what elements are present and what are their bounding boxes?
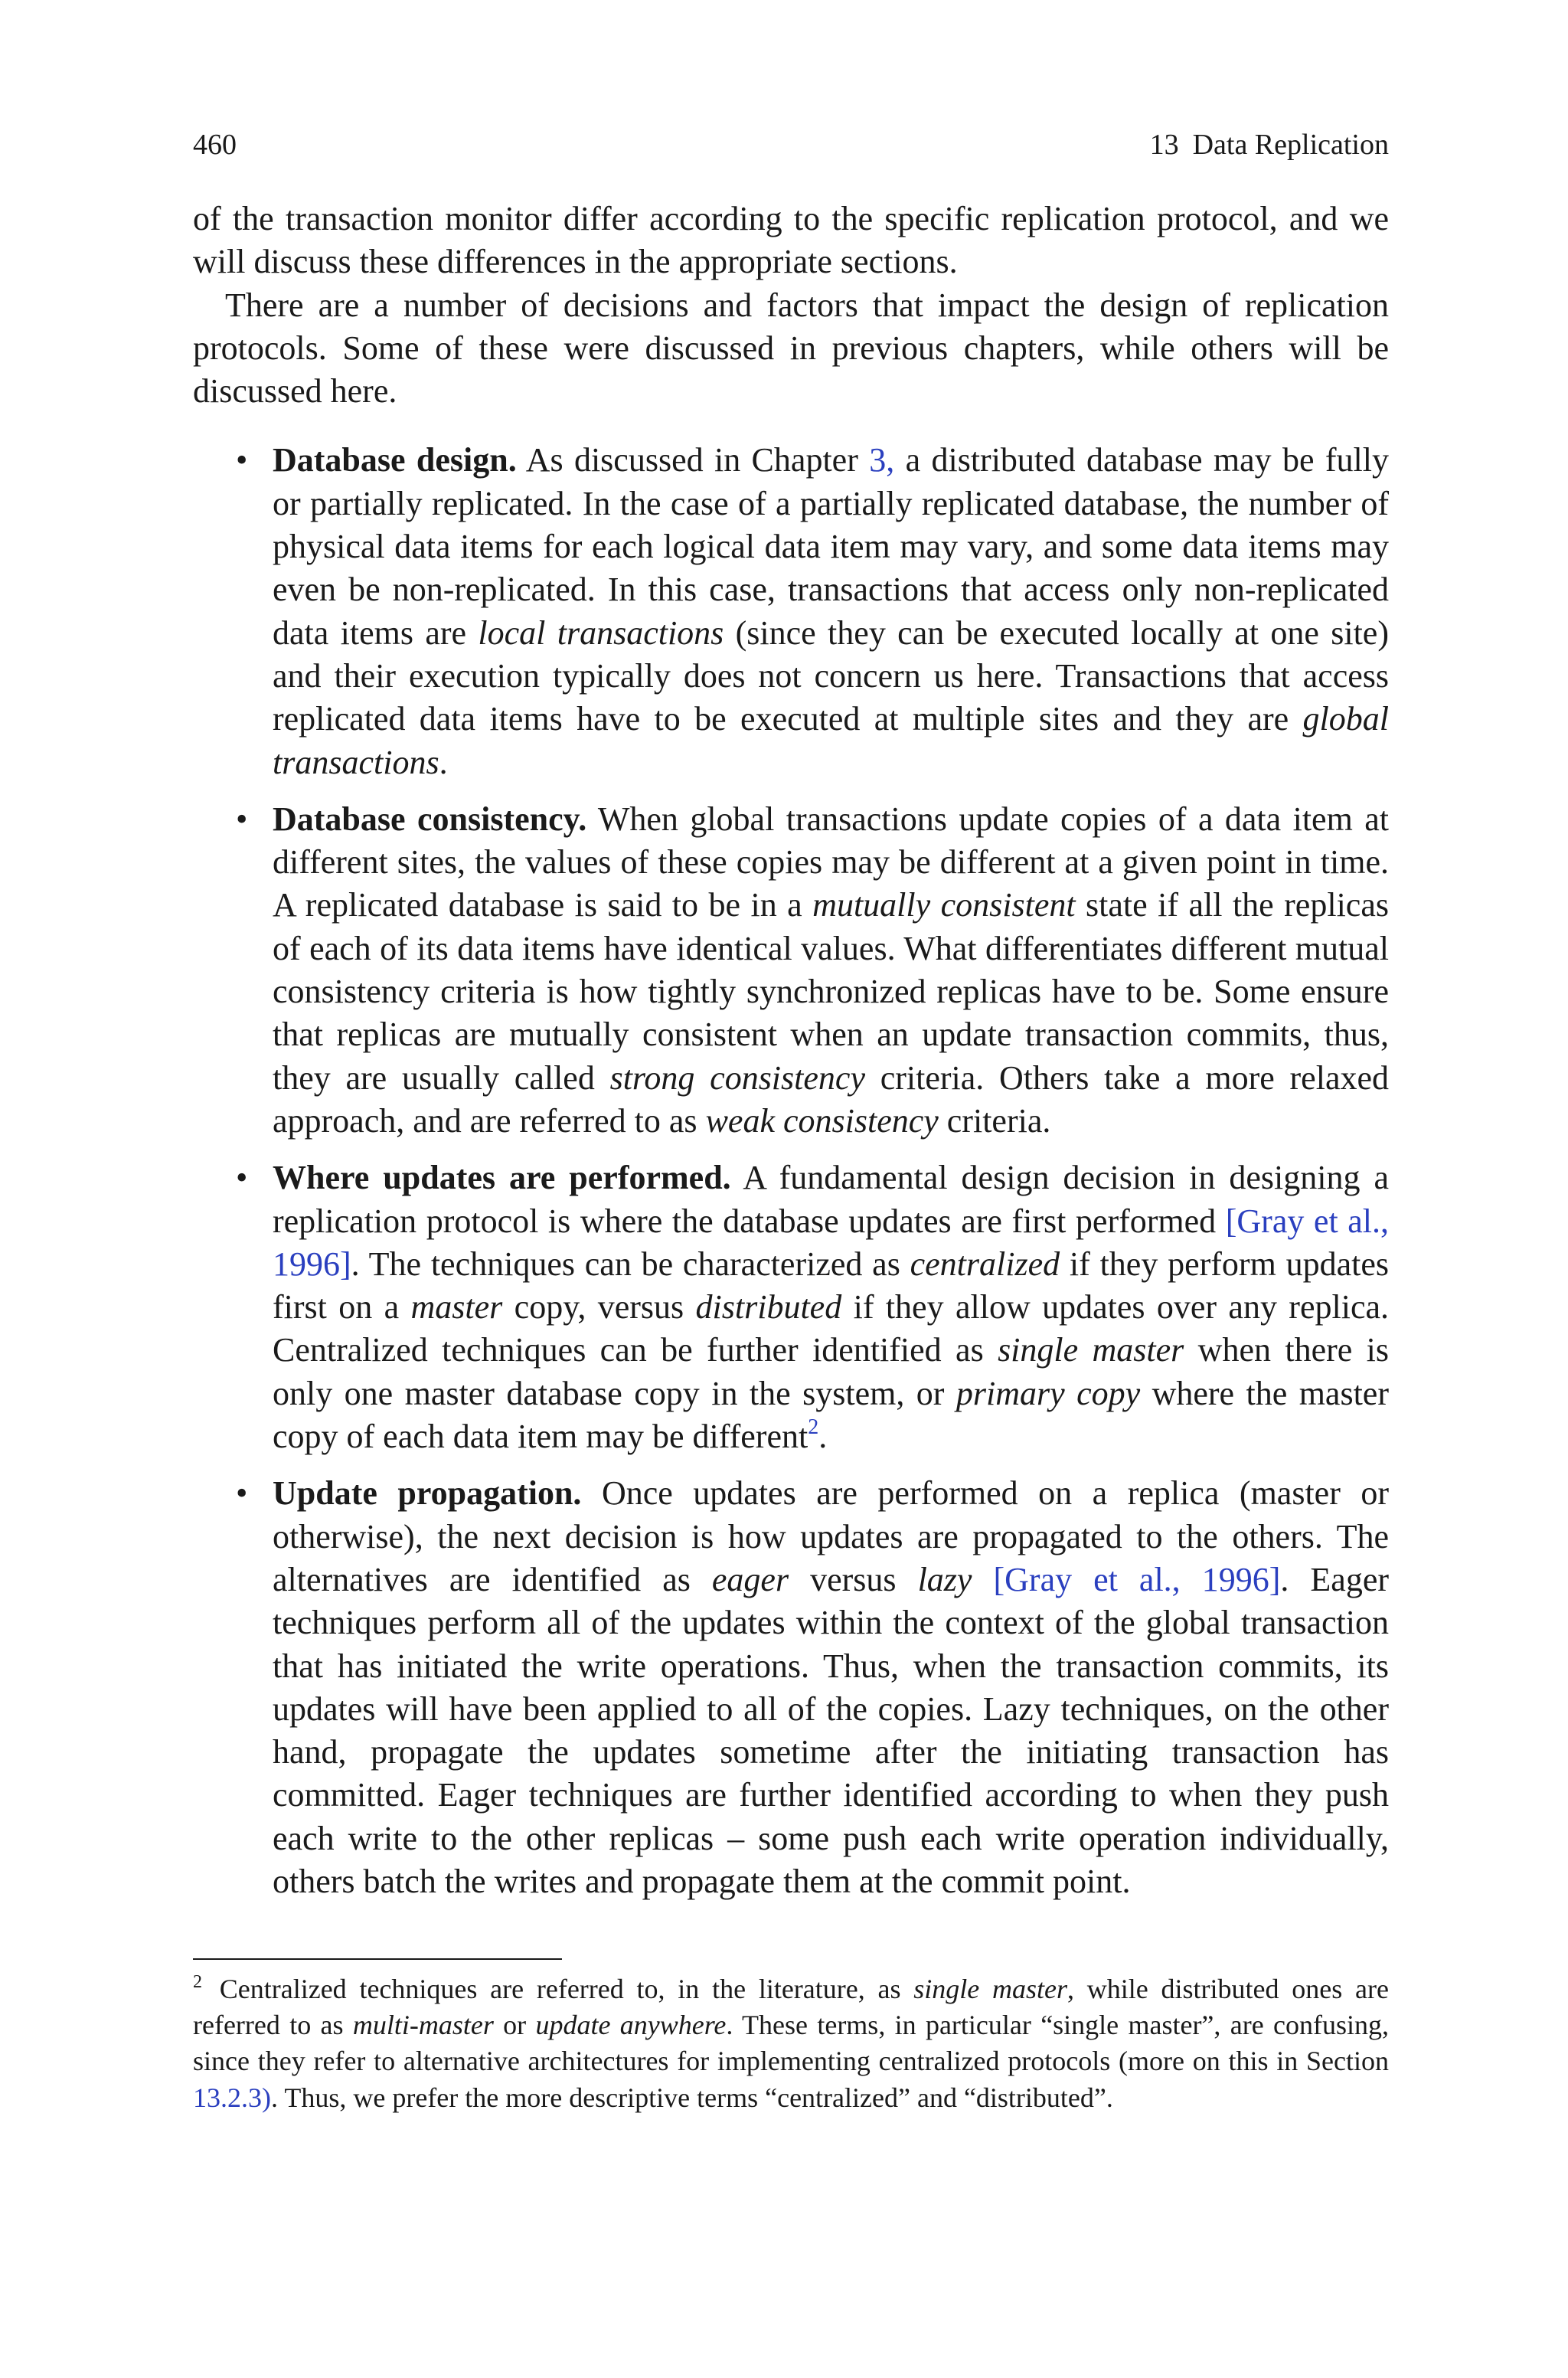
item-emphasis: primary copy xyxy=(956,1374,1141,1412)
footnote-emphasis: multi-master xyxy=(352,2010,494,2041)
list-item-where-updates xyxy=(193,1156,1389,1458)
intro-paragraph-1: of the transaction monitor differ according to the specific replication protocol, and we will discuss these differences in the appropriate sections. xyxy=(193,200,1389,281)
bullet-icon: • xyxy=(236,1159,248,1197)
item-title: Database design. xyxy=(273,441,517,479)
footnote-mark: 2 xyxy=(193,1972,202,1992)
footnote-text: Centralized techniques are referred to, in the literature, as xyxy=(207,1974,914,2004)
citation-link[interactable]: [Gray et al., 1996] xyxy=(273,1202,1389,1283)
bullet-icon: • xyxy=(236,800,248,838)
footnote-text: . These terms, in particular “single master”, are confusing, since they refer to alternative architectures for implementing centralized protocols (more on this in Section xyxy=(193,2010,1389,2077)
item-title: Update propagation. xyxy=(273,1474,582,1513)
item-emphasis: centralized xyxy=(910,1245,1060,1283)
item-title: Database consistency. xyxy=(273,800,587,838)
item-emphasis: lazy xyxy=(917,1560,972,1598)
bullet-icon: • xyxy=(236,1474,248,1513)
list-item-database-consistency xyxy=(193,798,1389,1143)
footnote-reference[interactable]: 2 xyxy=(808,1415,819,1440)
item-text: if they perform updates first on a xyxy=(273,1245,1389,1326)
item-emphasis: global transactions xyxy=(273,700,1389,781)
item-text: When global transactions update copies of a data item at different sites, the values of these copies may be different at a given point in time. A replicated database is said to be in a xyxy=(273,800,1389,924)
intro-paragraph-2: There are a number of decisions and factors that impact the design of replication protocols. Some of these were discussed in previous chapters, while others will be discussed here. xyxy=(193,286,1389,411)
main-text xyxy=(193,198,1389,1917)
item-emphasis: local transactions xyxy=(478,613,724,652)
item-text: criteria. xyxy=(938,1101,1051,1140)
section-link[interactable]: 13.2.3) xyxy=(193,2082,271,2113)
item-text: As discussed in Chapter xyxy=(516,441,870,479)
page-number: 460 xyxy=(193,129,237,161)
footnote xyxy=(193,1971,1389,2116)
list-item-update-propagation xyxy=(193,1472,1389,1903)
chapter-heading xyxy=(1150,127,1389,162)
item-emphasis: mutually consistent xyxy=(812,886,1076,924)
item-text: . xyxy=(818,1418,828,1456)
footnote-text: , while distributed ones are referred to as xyxy=(193,1974,1389,2041)
item-text: criteria. Others take a more relaxed approach, and are referred to as xyxy=(273,1058,1389,1140)
footnote-text: . Thus, we prefer the more descriptive terms “centralized” and “distributed”. xyxy=(271,2082,1113,2113)
item-emphasis: master xyxy=(410,1288,503,1326)
chapter-link[interactable]: 3, xyxy=(869,441,895,479)
item-emphasis: single master xyxy=(998,1331,1184,1369)
item-emphasis: distributed xyxy=(695,1288,842,1326)
citation-link[interactable]: [Gray et al., 1996] xyxy=(993,1560,1281,1598)
item-text: versus xyxy=(789,1560,918,1598)
chapter-title: Data Replication xyxy=(1192,129,1389,161)
footnote-emphasis: single master xyxy=(913,1974,1068,2004)
bullet-icon: • xyxy=(236,441,248,479)
item-text: . The techniques can be characterized as xyxy=(351,1245,910,1283)
item-title: Where updates are performed. xyxy=(273,1159,731,1197)
design-factors-list xyxy=(193,439,1389,1903)
footnote-emphasis: update anywhere xyxy=(535,2010,727,2041)
chapter-number: 13 xyxy=(1149,129,1179,161)
list-item-database-design xyxy=(193,439,1389,783)
item-text: A fundamental design decision in designing a replication protocol is where the database updates are first performed xyxy=(273,1159,1390,1240)
item-emphasis: strong consistency xyxy=(609,1058,865,1097)
item-text: when there is only one master database copy in the system, or xyxy=(273,1331,1389,1412)
item-emphasis: eager xyxy=(711,1560,789,1598)
item-text: if they allow updates over any replica. Centralized techniques can be further identified as xyxy=(273,1288,1390,1369)
item-text: a distributed database may be fully or partially replicated. In the case of a partially replicated database, the number of physical data items for each logical data item may vary, and some data items may even be non-replicated. In this case, transactions that access only non-replicated data items are xyxy=(273,441,1389,652)
item-text: Once updates are performed on a replica (master or otherwise), the next decision is how updates are propagated to the others. The alternatives are identified as xyxy=(273,1474,1390,1598)
item-emphasis: weak consistency xyxy=(705,1101,939,1140)
footnote-divider xyxy=(193,1958,562,1960)
item-text: copy, versus xyxy=(502,1288,696,1326)
item-text: where the master copy of each data item may be different xyxy=(273,1374,1389,1456)
footnote-text: or xyxy=(493,2010,536,2041)
item-text: (since they can be executed locally at one site) and their execution typically does not concern us here. Transactions that access replicated data items have to be executed at multiple sites and they are xyxy=(273,613,1389,738)
item-text: state if all the replicas of each of its data items have identical values. What differentiates different mutual consistency criteria is how tightly synchronized replicas have to be. Some ensure that replicas are mutually consistent when an update transaction commits, thus, they are usually called xyxy=(273,886,1389,1097)
item-text: . Eager techniques perform all of the updates within the context of the global transaction that has initiated the write operations. Thus, when the transaction commits, its updates will have been applied to all of the copies. Lazy techniques, on the other hand, propagate the updates sometime after the initiating transaction has committed. Eager techniques are further identified according to when they push each write to the other replicas – some push each write operation individually, others batch the writes and propagate them at the commit point. xyxy=(273,1560,1389,1900)
item-text xyxy=(972,1561,993,1598)
item-text: . xyxy=(439,743,448,781)
